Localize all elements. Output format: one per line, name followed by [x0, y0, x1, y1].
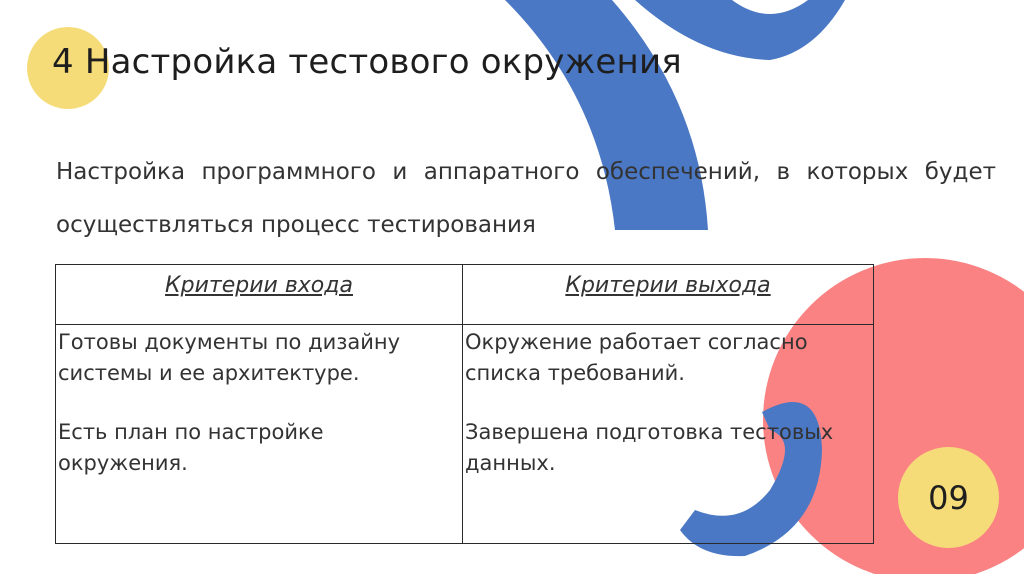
entry-criteria-heading: Критерии входа [165, 273, 353, 298]
table-row [56, 325, 874, 544]
page-number-badge [898, 447, 999, 548]
entry-criterion: Готовы документы по дизайну системы и ее архитектуре. [58, 330, 401, 385]
slide-subtitle: Настройка программного и аппаратного обеспечений, в которых будет осуществляться процесс тестирования [56, 159, 996, 238]
table-header-row [56, 265, 874, 325]
page-number: 09 [928, 478, 969, 517]
header-cell-entry [56, 265, 463, 325]
entry-criterion: Есть план по настройке окружения. [58, 420, 324, 475]
entry-criteria-cell [56, 325, 463, 544]
criteria-table [55, 264, 874, 544]
exit-criterion: Завершена подготовка тестовых данных. [465, 420, 834, 475]
header-cell-exit [463, 265, 874, 325]
exit-criteria-cell [463, 325, 874, 544]
exit-criterion: Окружение работает согласно списка требований. [465, 330, 808, 385]
slide-title: 4 Настройка тестового окружения [52, 42, 682, 82]
exit-criteria-heading: Критерии выхода [565, 273, 771, 298]
